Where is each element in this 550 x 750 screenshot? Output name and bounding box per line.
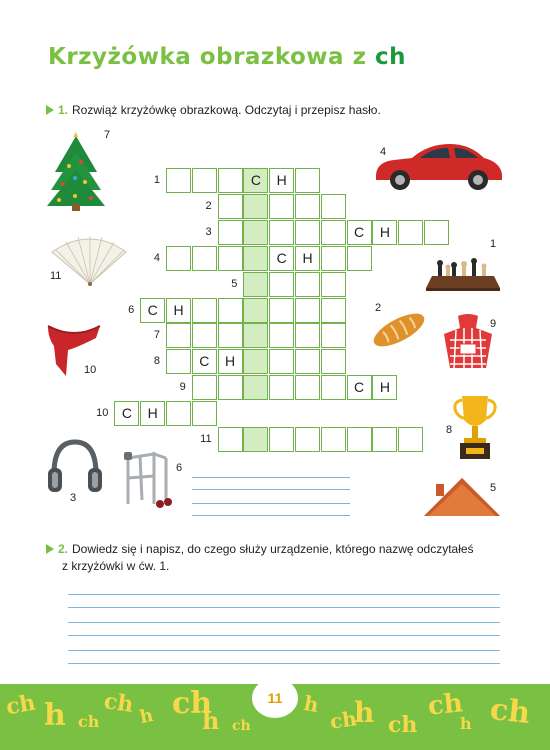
crossword-cell[interactable] [321,349,346,374]
footer-letter: h [202,706,220,735]
task-2-instruction [46,541,474,575]
crossword-cell[interactable]: C [114,401,139,426]
footer-letter: h [460,714,472,733]
crossword-key-cell[interactable] [243,194,268,219]
crossword-cell[interactable] [166,401,191,426]
crossword-cell[interactable] [295,349,320,374]
clue-number: 2 [205,199,212,212]
crossword-cell[interactable]: H [269,168,294,193]
crossword-key-cell[interactable] [243,220,268,245]
footer-letter: ch [232,718,251,734]
answer-line[interactable] [192,489,350,490]
clue-number: 3 [205,225,212,238]
crossword-cell[interactable] [218,220,243,245]
crossword-key-cell[interactable] [243,427,268,452]
label-trophy: 8 [446,424,453,436]
crossword-cell[interactable]: H [372,220,397,245]
footer-letter: ch [78,712,100,731]
footer-letter: ch [172,686,213,721]
title-main: Krzyżówka obrazkowa z [48,44,375,70]
crossword-cell[interactable] [347,246,372,271]
label-fan: 11 [50,270,62,282]
footer-letter: ch [426,688,465,722]
crossword-cell[interactable] [269,220,294,245]
label-bread: 2 [375,302,382,314]
crossword-cell[interactable] [321,272,346,297]
page-title [48,44,406,70]
crossword-cell[interactable] [166,323,191,348]
answer-line[interactable] [68,622,500,623]
crossword-cell[interactable] [372,427,397,452]
crossword-cell[interactable]: C [140,298,165,323]
crossword-cell[interactable] [218,427,243,452]
task-1-instruction [46,102,381,119]
crossword-cell[interactable] [295,427,320,452]
crossword-cell[interactable] [321,194,346,219]
task-2-number: 2. [58,542,69,556]
answer-line[interactable] [68,663,500,664]
footer-letter: h [354,696,375,729]
footer-letter: h [302,690,321,718]
crossword-cell[interactable] [424,220,449,245]
crossword-cell[interactable] [295,375,320,400]
crossword-cell[interactable] [218,323,243,348]
crossword-cell[interactable] [398,427,423,452]
crossword-cell[interactable] [295,220,320,245]
clue-number: 10 [96,407,109,420]
clue-number: 9 [179,381,186,394]
title-accent: ch [374,44,406,70]
clue-number: 5 [231,277,238,290]
crossword-key-cell[interactable] [243,246,268,271]
crossword-key-cell[interactable] [243,323,268,348]
label-car: 4 [380,146,387,158]
crossword-key-cell[interactable] [243,272,268,297]
crossword-cell[interactable] [321,375,346,400]
crossword-key-cell[interactable] [243,298,268,323]
walker-icon [120,448,178,510]
answer-line[interactable] [192,515,350,516]
label-headphones: 3 [70,492,77,504]
crossword-cell[interactable]: C [192,349,217,374]
crossword-cell[interactable]: H [140,401,165,426]
headphones-icon [46,438,104,498]
crossword-cell[interactable] [166,349,191,374]
crossword-cell[interactable]: C [347,220,372,245]
crossword-cell[interactable] [192,246,217,271]
apron-icon [440,314,496,370]
clue-number: 4 [153,251,160,264]
crossword-cell[interactable]: H [295,246,320,271]
crossword-cell[interactable] [218,375,243,400]
crossword-cell[interactable] [295,272,320,297]
crossword-cell[interactable]: H [372,375,397,400]
label-scarf: 10 [84,364,97,376]
clue-number: 11 [200,433,212,445]
crossword-cell[interactable] [295,194,320,219]
crossword-cell[interactable] [192,323,217,348]
crossword-cell[interactable] [295,298,320,323]
crossword-cell[interactable] [269,272,294,297]
page-number: 11 [252,678,298,718]
crossword-key-cell[interactable]: C [243,168,268,193]
label-tree: 7 [104,129,111,141]
christmas-tree-icon [45,132,107,212]
crossword-cell[interactable] [269,349,294,374]
crossword-key-cell[interactable] [243,349,268,374]
answer-line[interactable] [68,635,500,636]
crossword-cell[interactable] [321,298,346,323]
crossword-cell[interactable] [192,298,217,323]
crossword-cell[interactable]: C [347,375,372,400]
footer-letter: h [137,704,156,729]
crossword-cell[interactable] [321,427,346,452]
footer-letter: ch [3,689,38,721]
trophy-icon [452,392,498,462]
task-2-line-1: Dowiedz się i napisz, do czego służy urządzenie, którego nazwę odczytałeś [72,542,474,556]
crossword-cell[interactable] [218,298,243,323]
footer-letter: ch [328,706,359,734]
crossword-cell[interactable] [269,323,294,348]
crossword-cell[interactable] [218,194,243,219]
footer-letter: h [44,698,66,733]
crossword-cell[interactable] [218,168,243,193]
crossword-cell[interactable] [218,246,243,271]
crossword-key-cell[interactable] [243,375,268,400]
clue-number: 8 [153,355,160,368]
crossword-cell[interactable] [269,298,294,323]
clue-number: 6 [128,303,135,316]
crossword-cell[interactable] [192,401,217,426]
crossword-cell[interactable] [192,168,217,193]
label-chess: 1 [490,238,497,250]
answer-line[interactable] [192,503,350,504]
crossword-cell[interactable] [321,246,346,271]
clue-number: 7 [153,329,160,342]
car-icon [372,138,504,192]
crossword-cell[interactable] [269,375,294,400]
crossword-cell[interactable] [269,427,294,452]
chessboard-icon [424,256,502,292]
answer-line[interactable] [68,607,500,608]
label-roof: 5 [490,482,497,494]
clue-number: 1 [153,174,160,186]
fan-icon [50,232,128,286]
footer-letter: ch [488,692,532,731]
task-1-text: Rozwiąż krzyżówkę obrazkową. Odczytaj i przepisz hasło. [72,103,381,117]
task-arrow-icon [46,105,54,115]
footer-letter: ch [388,712,418,738]
label-walker: 6 [176,462,183,474]
crossword-cell[interactable] [398,220,423,245]
crossword-cell[interactable]: C [269,246,294,271]
crossword-cell[interactable] [269,194,294,219]
answer-line[interactable] [192,477,350,478]
answer-line[interactable] [68,594,500,595]
crossword-cell[interactable] [321,323,346,348]
crossword-cell[interactable] [295,323,320,348]
crossword-cell[interactable] [166,168,191,193]
task-1-number: 1. [58,103,69,117]
answer-line[interactable] [68,650,500,651]
task-2-line-2: z krzyżówki w ćw. 1. [62,559,170,573]
crossword-cell[interactable] [192,375,217,400]
crossword-cell[interactable] [295,168,320,193]
crossword-cell[interactable]: H [166,298,191,323]
label-apron: 9 [490,318,497,330]
task-arrow-icon [46,544,54,554]
crossword-cell[interactable] [166,246,191,271]
footer-letter: ch [102,688,136,718]
bread-icon [370,310,428,350]
crossword-cell[interactable]: H [218,349,243,374]
crossword-cell[interactable] [321,220,346,245]
crossword-cell[interactable] [347,427,372,452]
